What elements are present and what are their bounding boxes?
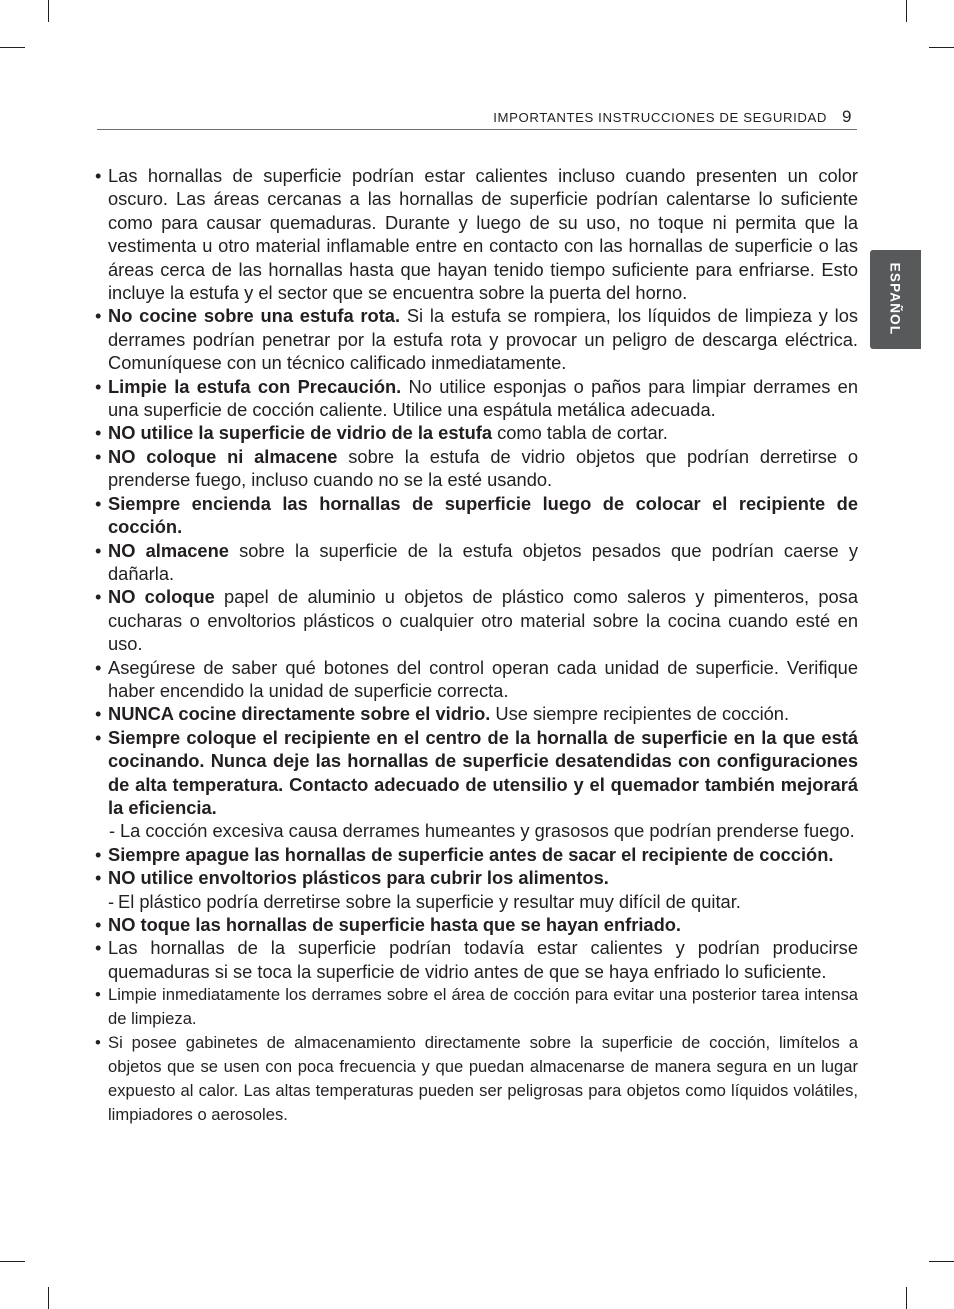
list-item <box>95 164 858 304</box>
item-text: papel de aluminio u objetos de plástico como saleros y pimenteros, posa cucharas o envoltorios plásticos o cualquier otro material sobre la cocina cuando esté en uso. <box>108 586 858 655</box>
list-item <box>95 492 858 539</box>
item-bold-text: NO coloque <box>108 586 215 608</box>
list-item <box>95 702 858 725</box>
list-item <box>95 421 858 444</box>
item-bold-text: No cocine sobre una estufa rota. <box>108 305 401 327</box>
list-item <box>95 913 858 936</box>
item-text: Las hornallas de la superficie podrían todavía estar calientes y podrían producirse quemaduras si se toca la superficie de vidrio antes de que se haya enfriado lo suficiente. <box>108 937 858 982</box>
item-text: Si la estufa se rompiera, los líquidos de limpieza y los derrames podrían penetrar por la estufa rota y provocar un peligro de descarga eléctrica. Comuníquese con un técnico calificado inmediatamente. <box>108 305 858 374</box>
list-item <box>95 304 858 374</box>
page-header-title: IMPORTANTES INSTRUCCIONES DE SEGURIDAD <box>493 110 827 125</box>
item-bold-text: NO toque las hornallas de superficie hasta que se hayan enfriado. <box>108 914 681 935</box>
list-item <box>95 936 858 983</box>
item-text: No utilice esponjas o paños para limpiar derrames en una superficie de cocción caliente. Utilice una espátula metálica adecuada. <box>108 375 858 421</box>
page-number: 9 <box>842 107 852 126</box>
item-bold-text: Siempre encienda las hornallas de superficie luego de colocar el recipiente de cocción. <box>108 492 858 538</box>
item-bold-text: NO coloque ni almacene <box>108 445 338 467</box>
list-item <box>95 983 858 1031</box>
sub-item <box>95 890 858 913</box>
crop-mark <box>48 1287 49 1309</box>
crop-mark <box>929 1261 954 1262</box>
item-bold-text: NO utilice envoltorios plásticos para cubrir los alimentos. <box>108 867 609 889</box>
dash-marker: - <box>108 890 115 912</box>
crop-mark <box>0 47 25 48</box>
list-item <box>95 375 858 422</box>
item-bold-text: Siempre apague las hornallas de superficie antes de sacar el recipiente de cocción. <box>108 843 834 865</box>
item-text: Limpie inmediatamente los derrames sobre el área de cocción para evitar una posterior tarea intensa de limpieza. <box>108 985 858 1029</box>
crop-mark <box>48 0 49 22</box>
item-text: sobre la estufa de vidrio objetos que podrían derretirse o prenderse fuego, incluso cuando no se la esté usando. <box>108 445 859 491</box>
item-text: sobre la superficie de la estufa objetos pesados que podrían caerse y dañarla. <box>108 539 858 584</box>
item-bold-text: NO utilice la superficie de vidrio de la estufa <box>108 422 493 444</box>
item-text: como tabla de cortar. <box>492 422 668 444</box>
sub-item-text: La cocción excesiva causa derrames humeantes y grasosos que podrían prenderse fuego. <box>120 820 855 842</box>
language-tab-label: ESPAÑOL <box>887 262 903 336</box>
crop-mark <box>0 1261 25 1262</box>
sub-item <box>95 819 858 842</box>
crop-mark <box>906 0 907 22</box>
safety-instructions-list <box>95 164 858 1127</box>
list-item <box>95 656 858 703</box>
list-item <box>95 1031 858 1127</box>
dash-marker: - <box>109 820 116 842</box>
item-text: Use siempre recipientes de cocción. <box>490 703 790 725</box>
list-item <box>95 843 858 866</box>
crop-mark <box>929 47 954 48</box>
header-rule <box>97 129 857 130</box>
list-item <box>95 866 858 889</box>
list-item <box>95 726 858 820</box>
language-tab <box>870 250 921 349</box>
item-text: Las hornallas de superficie podrían estar calientes incluso cuando presenten un color oscuro. Las áreas cercanas a las hornallas de superficie podrían calentarse lo suficiente como para causar quemaduras. Durante y luego de su uso, no toque ni permita que la vestimenta u otro material inflamable entre en contacto con las hornallas de superficie o las áreas cerca de las hornallas hasta que hayan tenido tiempo suficiente para enfriarse. Esto incluye la estufa y el sector que se encuentra sobre la puerta del horno. <box>108 165 858 304</box>
crop-mark <box>906 1287 907 1309</box>
list-item <box>95 539 858 586</box>
item-bold-text: NO almacene <box>108 539 229 561</box>
list-item <box>95 445 858 492</box>
item-text: Si posee gabinetes de almacenamiento directamente sobre la superficie de cocción, limítelos a objetos que se usen con poca frecuencia y que puedan almacenarse de manera segura en un lugar expuesto al calor. Las altas temperaturas pueden ser peligrosas para objetos como líquidos volátiles, limpiadores o aerosoles. <box>108 1033 858 1125</box>
item-bold-text: Limpie la estufa con Precaución. <box>108 375 402 397</box>
item-bold-text: NUNCA cocine directamente sobre el vidrio. <box>108 703 491 725</box>
list-item <box>95 585 858 655</box>
item-text: Asegúrese de saber qué botones del control operan cada unidad de superficie. Verifique haber encendido la unidad de superficie correcta. <box>108 656 858 701</box>
item-bold-text: Siempre coloque el recipiente en el centro de la hornalla de superficie en la que está cocinando. Nunca deje las hornallas de superficie desatendidas con configuraciones de alta temperatura. Contacto adecuado de utensilio y el quemador también mejorará la eficiencia. <box>108 726 858 818</box>
sub-item-text: El plástico podría derretirse sobre la superficie y resultar muy difícil de quitar. <box>118 890 741 912</box>
